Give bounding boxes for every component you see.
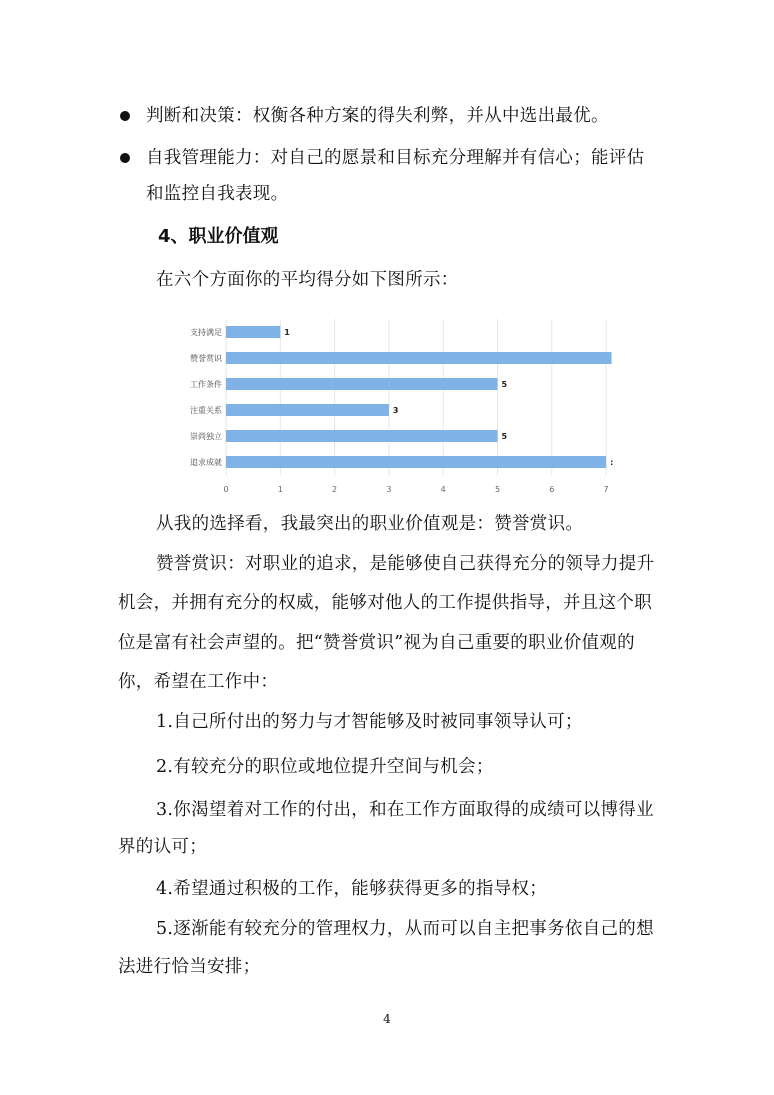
data-label: 1 (284, 328, 290, 337)
x-tick-label: 6 (549, 485, 555, 494)
list-item-1: 1.自己所付出的努力与才智能够及时被同事领导认可； (156, 712, 583, 732)
bullet-text-decision: 判断和决策：权衡各种方案的得失利弊，并从中选出最优。 (146, 106, 609, 126)
x-tick-label: 5 (494, 485, 501, 494)
x-tick-label: 3 (386, 485, 392, 494)
bullet-text-self-management-line2: 和监控自我表现。 (146, 184, 289, 204)
data-label: : (610, 458, 614, 467)
category-label: 注重关系 (190, 406, 222, 415)
result-line: 从我的选择看，我最突出的职业价值观是：赞誉赏识。 (156, 514, 584, 534)
list-item-5-line2: 法进行恰当安排； (118, 957, 261, 977)
description-line-4: 你，希望在工作中： (118, 672, 279, 692)
x-tick-label: 0 (223, 485, 229, 494)
section-heading: 4、职业价值观 (158, 226, 279, 247)
chart-intro: 在六个方面你的平均得分如下图所示： (156, 270, 459, 290)
bar (226, 404, 389, 416)
x-tick-label: 2 (332, 485, 338, 494)
page-number: 4 (383, 1012, 391, 1026)
career-values-bar-chart (170, 315, 630, 500)
x-tick-label: 1 (277, 485, 283, 494)
data-label: 5 (501, 380, 508, 389)
bullet-dot (120, 153, 130, 163)
category-label: 赞誉赏识 (190, 354, 222, 363)
x-tick-label: 4 (440, 485, 446, 494)
bullet-text-self-management-line1: 自我管理能力：对自己的愿景和目标充分理解并有信心；能评估 (146, 148, 645, 168)
category-label: 追求成就 (190, 458, 222, 467)
description-line-2: 机会，并拥有充分的权威，能够对他人的工作提供指导，并且这个职 (118, 593, 652, 613)
list-item-5-line1: 5.逐渐能有较充分的管理权力，从而可以自主把事务依自己的想 (156, 919, 654, 939)
bar (226, 456, 606, 468)
category-label: 崇尚独立 (190, 432, 222, 441)
bar (226, 326, 280, 338)
bar (226, 378, 498, 390)
category-label: 支持满足 (190, 328, 222, 337)
description-line-3: 位是富有社会声望的。把“赞誉赏识”视为自己重要的职业价值观的 (118, 633, 635, 653)
data-label: 5 (501, 432, 508, 441)
bar (226, 430, 498, 442)
list-item-3-line2: 界的认可； (118, 837, 207, 857)
list-item-3-line1: 3.你渴望着对工作的付出，和在工作方面取得的成绩可以博得业 (156, 800, 654, 820)
x-tick-label: 7 (603, 485, 609, 494)
list-item-4: 4.希望通过积极的工作，能够获得更多的指导权； (156, 879, 548, 899)
category-label: 工作条件 (190, 380, 222, 389)
list-item-2: 2.有较充分的职位或地位提升空间与机会； (156, 757, 494, 777)
bullet-dot (120, 111, 130, 121)
bar (226, 352, 612, 364)
description-line-1: 赞誉赏识：对职业的追求，是能够使自己获得充分的领导力提升 (156, 554, 655, 574)
data-label: 3 (392, 406, 399, 415)
